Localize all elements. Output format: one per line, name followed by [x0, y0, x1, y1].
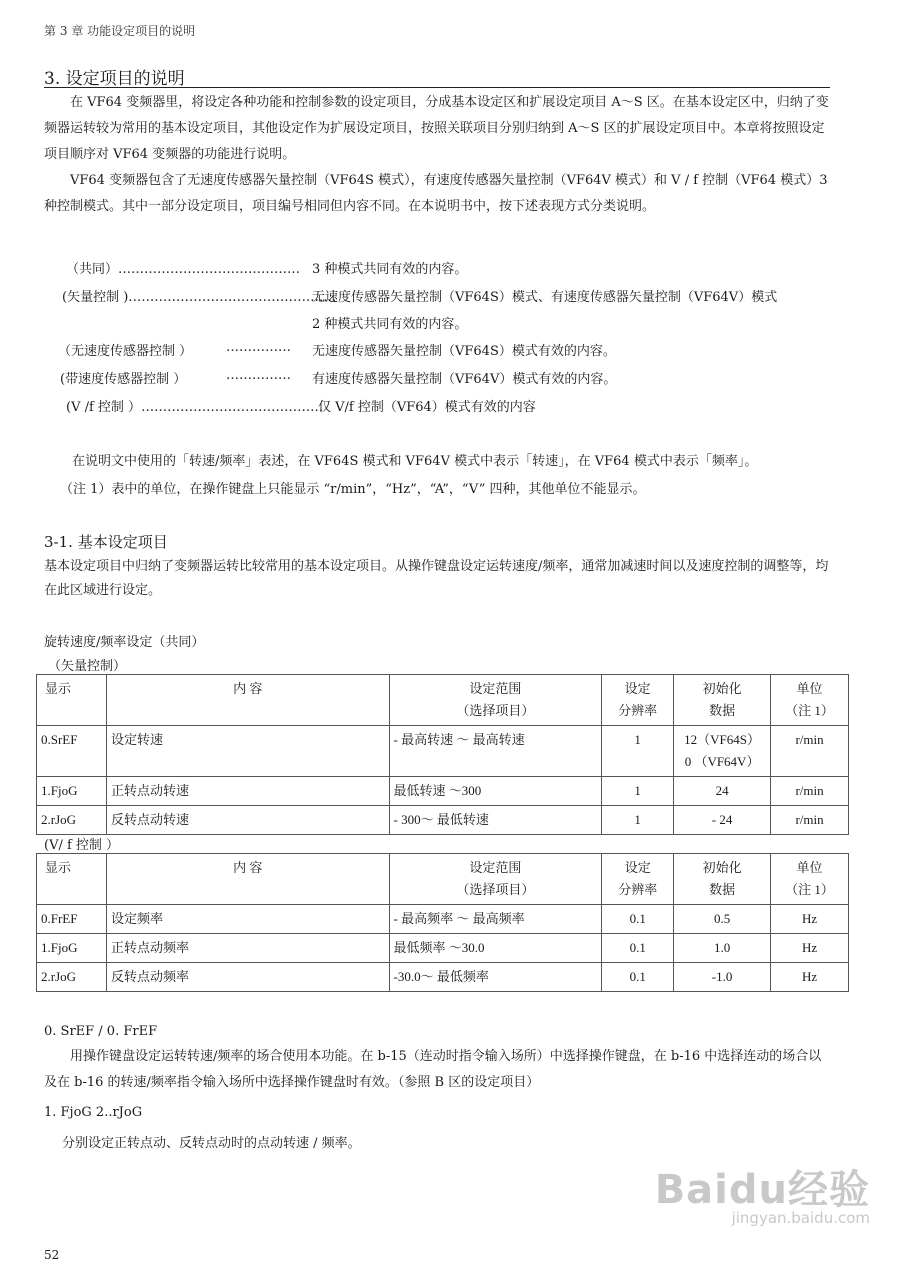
- cell-range: - 300～ 最低转速: [389, 806, 602, 835]
- cell-unit: r/min: [771, 806, 849, 835]
- header-init: 初始化 数据: [674, 675, 771, 726]
- cell-init: 12（VF64S） 0 （VF64V）: [674, 726, 771, 777]
- cell-init: -1.0: [674, 963, 771, 992]
- cell-resolution: 0.1: [602, 934, 674, 963]
- item-a-text: 用操作键盘设定运转转速/频率的场合使用本功能。在 b-15（连动时指令输入场所）中选择操作键盘，在 b-16 中选择连动的场合以及在 b-16 的转速/频率指令输入场所中选择操作键盘时有效。（参照 B 区的设定项目）: [44, 1049, 822, 1090]
- cell-resolution: 1: [602, 726, 674, 777]
- table-row: [37, 934, 849, 963]
- cell-resolution: 1: [602, 806, 674, 835]
- cell-range: - 最高转速 ～ 最高转速: [389, 726, 602, 777]
- cell-init: 0.5: [674, 905, 771, 934]
- mode-desc-vector: 无速度传感器矢量控制（VF64S）模式、有速度传感器矢量控制（VF64V）模式: [312, 290, 778, 305]
- header-range: 设定范围 （选择项目）: [389, 854, 602, 905]
- header-init: 初始化 数据: [674, 854, 771, 905]
- cell-range: -30.0～ 最低频率: [389, 963, 602, 992]
- cell-unit: Hz: [771, 934, 849, 963]
- cell-content: 反转点动频率: [106, 963, 389, 992]
- mode-dots-sensorless: ……………: [226, 340, 291, 355]
- cell-code: 2.rJoG: [37, 963, 107, 992]
- cell-resolution: 0.1: [602, 963, 674, 992]
- mode-desc-vector-2: 2 种模式共同有效的内容。: [312, 317, 468, 332]
- mode-desc-common: 3 种模式共同有效的内容。: [312, 262, 468, 277]
- note-text: 在说明文中使用的「转速/频率」表述，在 VF64S 模式和 VF64V 模式中表示「转速」，在 VF64 模式中表示「频率」。: [72, 454, 758, 469]
- table-title: 旋转速度/频率设定（共同）: [44, 635, 205, 650]
- table-header-row: [37, 675, 849, 726]
- table1-caption: （矢量控制）: [48, 659, 127, 674]
- table-row: [37, 806, 849, 835]
- cell-range: 最低转速 ～300: [389, 777, 602, 806]
- header-resolution: 设定 分辨率: [602, 854, 674, 905]
- table-row: [37, 777, 849, 806]
- mode-label: (带速度传感器控制 ）: [60, 372, 187, 387]
- cell-code: 1.FjoG: [37, 934, 107, 963]
- cell-code: 0.FrEF: [37, 905, 107, 934]
- baidu-watermark: [655, 1158, 870, 1227]
- watermark-logo-text: Baidu经验: [654, 1167, 870, 1213]
- cell-init: 24: [674, 777, 771, 806]
- cell-code: 1.FjoG: [37, 777, 107, 806]
- cell-unit: Hz: [771, 905, 849, 934]
- mode-desc-vf: 仅 V/f 控制（VF64）模式有效的内容: [318, 400, 536, 415]
- cell-resolution: 0.1: [602, 905, 674, 934]
- item-a-title: 0. SrEF / 0. FrEF: [44, 1024, 158, 1039]
- table-header-row: [37, 854, 849, 905]
- intro-paragraph-2: VF64 变频器包含了无速度传感器矢量控制（VF64S 模式），有速度传感器矢量控制（VF64V 模式）和 V / f 控制（VF64 模式）3 种控制模式。其中一部分设定项目，项目编号相同但内容不同。在本说明书中，按下述表现方式分类说明。: [44, 173, 828, 214]
- subsection-title: 3-1. 基本设定项目: [44, 533, 168, 551]
- note-1: （注 1）表中的单位，在操作键盘上只能显示 “r/min”，“Hz”，“A”，“V” 四种，其他单位不能显示。: [60, 482, 646, 497]
- cell-code: 2.rJoG: [37, 806, 107, 835]
- mode-label: （共同）: [66, 262, 119, 277]
- vector-control-table: [36, 674, 849, 835]
- header-display: 显示: [37, 675, 107, 726]
- vf-control-table: [36, 853, 849, 992]
- header-resolution: 设定 分辨率: [602, 675, 674, 726]
- header-range: 设定范围 （选择项目）: [389, 675, 602, 726]
- table-row: [37, 905, 849, 934]
- table-row: [37, 726, 849, 777]
- cell-unit: r/min: [771, 777, 849, 806]
- mode-label: (V /f 控制 ）: [66, 400, 142, 415]
- header-display: 显示: [37, 854, 107, 905]
- header-content: 内 容: [106, 854, 389, 905]
- mode-row-vf: [66, 396, 323, 415]
- cell-content: 设定频率: [106, 905, 389, 934]
- mode-row-sensor: [60, 368, 186, 387]
- mode-row-sensorless: [58, 340, 192, 359]
- table2-caption: (V/ f 控制 ）: [44, 838, 120, 853]
- cell-content: 反转点动转速: [106, 806, 389, 835]
- header-content: 内 容: [106, 675, 389, 726]
- intro-paragraph-1: 在 VF64 变频器里，将设定各种功能和控制参数的设定项目，分成基本设定区和扩展设定项目 A～S 区。在基本设定区中，归纳了变频器运转较为常用的基本设定项目，其他设定作为扩展设定项目，按照关联项目分别归纳到 A～S 区的扩展设定项目中。本章将按照设定项目顺序对 VF64 变频器的功能进行说明。: [44, 95, 829, 162]
- mode-dots-sensor: ……………: [226, 368, 291, 383]
- cell-init: - 24: [674, 806, 771, 835]
- header-unit: 单位 （注 1）: [771, 854, 849, 905]
- mode-label: （无速度传感器控制 ）: [58, 344, 193, 359]
- mode-desc-sensor: 有速度传感器矢量控制（VF64V）模式有效的内容。: [312, 372, 617, 387]
- mode-desc-sensorless: 无速度传感器矢量控制（VF64S）模式有效的内容。: [312, 344, 616, 359]
- item-b-title: 1. FjoG 2..rJoG: [44, 1105, 143, 1120]
- section-title: 3. 设定项目的说明: [44, 64, 830, 88]
- cell-unit: r/min: [771, 726, 849, 777]
- cell-range: 最低频率 ～30.0: [389, 934, 602, 963]
- cell-content: 正转点动转速: [106, 777, 389, 806]
- mode-label: (矢量控制 ): [62, 290, 129, 305]
- cell-resolution: 1: [602, 777, 674, 806]
- mode-dots: ……………………………………: [118, 262, 301, 277]
- cell-content: 正转点动频率: [106, 934, 389, 963]
- page-number: 52: [44, 1248, 60, 1262]
- watermark-url: jingyan.baidu.com: [731, 1209, 870, 1227]
- mode-row-common: [66, 258, 300, 277]
- item-b-text: 分别设定正转点动、反转点动时的点动转速 / 频率。: [62, 1136, 361, 1151]
- mode-dots: ……………………………………: [141, 400, 324, 415]
- subsection-text: 基本设定项目中归纳了变频器运转比较常用的基本设定项目。从操作键盘设定运转速度/频率，通常加减速时间以及速度控制的调整等，均在此区域进行设定。: [44, 559, 829, 598]
- mode-dots: …………………………………………: [128, 290, 337, 305]
- cell-range: - 最高频率 ～ 最高频率: [389, 905, 602, 934]
- cell-content: 设定转速: [106, 726, 389, 777]
- cell-init: 1.0: [674, 934, 771, 963]
- table-row: [37, 963, 849, 992]
- mode-row-vector: [62, 286, 336, 305]
- header-unit: 单位 （注 1）: [771, 675, 849, 726]
- cell-code: 0.SrEF: [37, 726, 107, 777]
- chapter-header: 第 3 章 功能设定项目的说明: [44, 24, 196, 38]
- cell-unit: Hz: [771, 963, 849, 992]
